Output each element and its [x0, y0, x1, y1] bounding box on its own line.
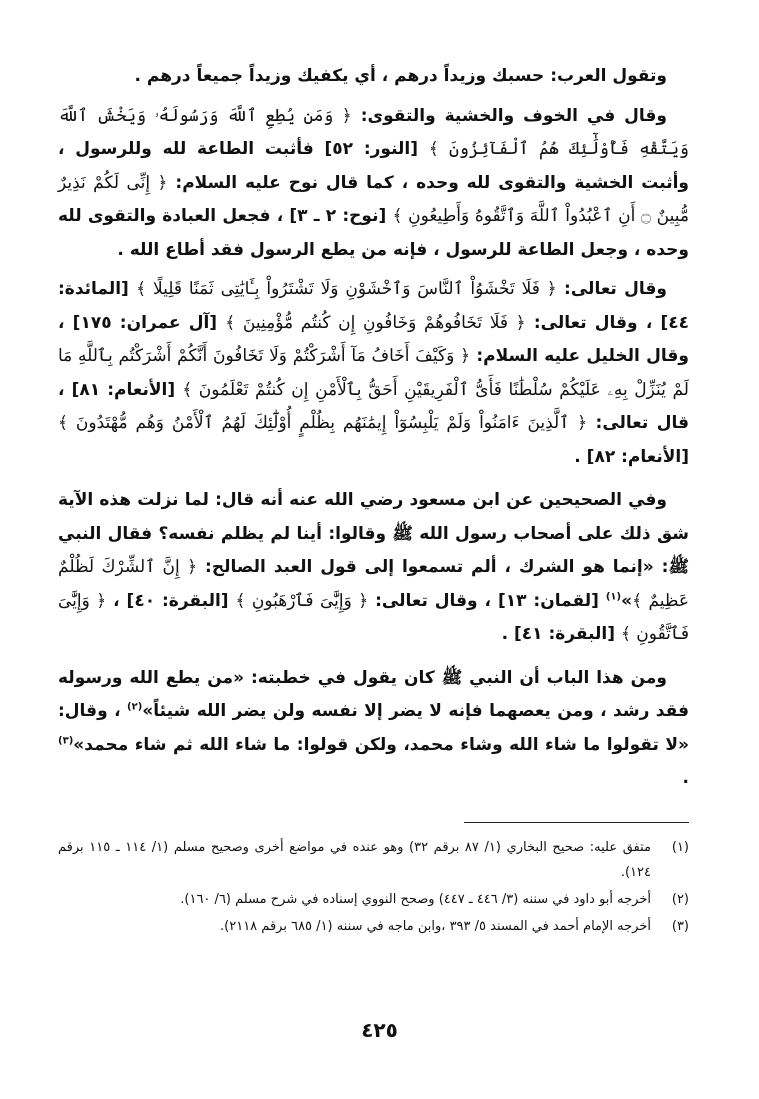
text-segment: [لقمان: ١٣] ، وقال تعالى:: [368, 590, 606, 611]
main-text: [58, 60, 689, 796]
footnote-number: (٢): [671, 891, 689, 907]
footnote-marker: (٢): [127, 701, 143, 713]
footnote: [58, 887, 689, 912]
text-segment: [المائدة: ٤٤] ، وقال تعالى:: [58, 279, 690, 333]
text-segment: [البقرة: ٤١] .: [501, 624, 621, 644]
paragraph: [58, 484, 689, 652]
paragraph: [58, 60, 689, 94]
footnote-divider: [464, 822, 689, 823]
text-segment: [الأنعام: ٨٢] .: [574, 446, 689, 467]
text-segment: [البقرة: ٤٠] ،: [106, 590, 236, 611]
text-segment: .: [682, 768, 689, 788]
text-segment: وقال تعالى:: [556, 279, 668, 299]
footnote-text: أخرجه الإمام أحمد في المسند ٥/ ٣٩٣ ،وابن ماجه في سننه (١/ ٦٨٥ برقم ٢١١٨).: [220, 918, 651, 934]
text-segment: [النور: ٥٢] فأثبت الطاعة لله وللرسول ، وأثبت الخشية والتقوى لله وحده ، كما قال نوح عليه السلام:: [58, 139, 690, 193]
text-segment: [آل عمران: ١٧٥] ، وقال الخليل عليه السلام:: [58, 312, 689, 366]
text-segment: وتقول العرب: حسبك وزيداً درهم ، أي يكفيك وزيداً جميعاً درهم .: [134, 66, 667, 86]
footnote: [58, 914, 689, 939]
paragraph: [58, 100, 689, 268]
quran-verse: ﴿ إِنَّ ٱلشِّرْكَ لَظُلْمٌ عَظِيمٌ ﴾: [58, 557, 689, 611]
quran-verse: ﴿ فَلَا تَخَافُوهُمْ وَخَافُونِ إِن كُنتُم مُّؤْمِنِينَ ﴾: [225, 312, 526, 333]
quran-verse: ﴿ وَإِيَّٰىَ فَٱرْهَبُونِ ﴾: [235, 590, 369, 611]
quran-verse: ﴿ وَكَيْفَ أَخَافُ مَآ أَشْرَكْتُمْ وَلَا تَخَافُونَ أَنَّكُمْ أَشْرَكْتُم بِٱللَّهِ مَا لَمْ يُنَزِّلْ بِهِۦ عَلَيْكُمْ سُلْطَٰنًا فَأَىُّ ٱلْفَرِيقَيْنِ أَحَقُّ بِٱلْأَمْنِ إِن كُنتُمْ تَعْلَمُونَ ﴾: [58, 346, 689, 400]
quran-verse: ﴿ وَإِيَّٰىَ فَٱتَّقُونِ ﴾: [58, 590, 689, 644]
text-segment: وقال في الخوف والخشية والتقوى:: [351, 105, 667, 126]
text-segment: وفي الصحيحين عن ابن مسعود رضي الله عنه أنه قال: لما نزلت هذه الآية شق ذلك على أصحاب رسول الله ﷺ وقالوا: أينا لم يظلم نفسه؟ فقال النبي ﷺ: «إنما هو الشرك ، ألم تسمعوا إلى قول العبد الصالح:: [58, 490, 689, 577]
text-segment: »: [621, 590, 633, 611]
text-segment: ، وقال: «لا تقولوا ما شاء الله وشاء محمد، ولكن قولوا: ما شاء الله ثم شاء محمد»: [58, 701, 689, 755]
page: [58, 60, 689, 941]
footnote: [58, 835, 689, 885]
footnotes: [58, 835, 689, 939]
paragraph: [58, 662, 689, 796]
footnote-text: أخرجه أبو داود في سننه (٣/ ٤٤٦ ـ ٤٤٧) وصحح النووي إسناده في شرح مسلم (٦/ ١٦٠).: [180, 891, 651, 907]
quran-verse: ﴿ فَلَا تَخْشَوُاْ ٱلنَّاسَ وَٱخْشَوْنِ وَلَا تَشْتَرُواْ بِـَٔايَٰتِى ثَمَنًا قَلِيلًا ﴾: [136, 279, 557, 299]
footnote-number: (١): [671, 839, 689, 855]
text-segment: [الأنعام: ٨١] ، قال تعالى:: [58, 379, 689, 433]
text-segment: [نوح: ٢ ـ ٣] ، فجعل العبادة والتقوى لله وحده ، وجعل الطاعة للرسول ، فإنه من يطع الرسول فقد أطاع الله .: [58, 206, 689, 260]
paragraph: [58, 273, 689, 474]
quran-verse: ﴿ ٱلَّذِينَ ءَامَنُواْ وَلَمْ يَلْبِسُوٓاْ إِيمَٰنَهُم بِظُلْمٍ أُوْلَٰٓئِكَ لَهُمُ ٱلْأَمْنُ وَهُم مُّهْتَدُونَ ﴾: [58, 413, 588, 433]
footnote-text: متفق عليه: صحيح البخاري (١/ ٨٧ برقم ٣٢) وهو عنده في مواضع أخرى وصحيح مسلم (١/ ١١٤ ـ ١١٥ برقم ١٢٤).: [58, 839, 652, 880]
text-segment: ومن هذا الباب أن النبي ﷺ كان يقول في خطبته: «من يطع الله ورسوله فقد رشد ، ومن يعصهما فإنه لا يضر إلا نفسه ولن يضر الله شيئاً»: [58, 667, 689, 721]
quran-verse: ﴿ إِنِّى لَكُمْ نَذِيرٌ مُّبِينٌ ۝ أَنِ ٱعْبُدُواْ ٱللَّهَ وَٱتَّقُوهُ وَأَطِيعُونِ ﴾: [58, 172, 689, 226]
page-number: ٤٢٥: [361, 1018, 398, 1042]
footnote-marker: (١): [605, 590, 622, 602]
quran-verse: ﴿ وَمَن يُطِعِ ٱللَّهَ وَرَسُولَهُۥ وَيَخْشَ ٱللَّهَ وَيَتَّقْهِ فَأُوْلَٰٓئِكَ هُمُ ٱلْفَآئِزُونَ ﴾: [58, 105, 689, 159]
footnote-marker: (٣): [58, 734, 74, 746]
footnote-number: (٣): [671, 918, 689, 934]
